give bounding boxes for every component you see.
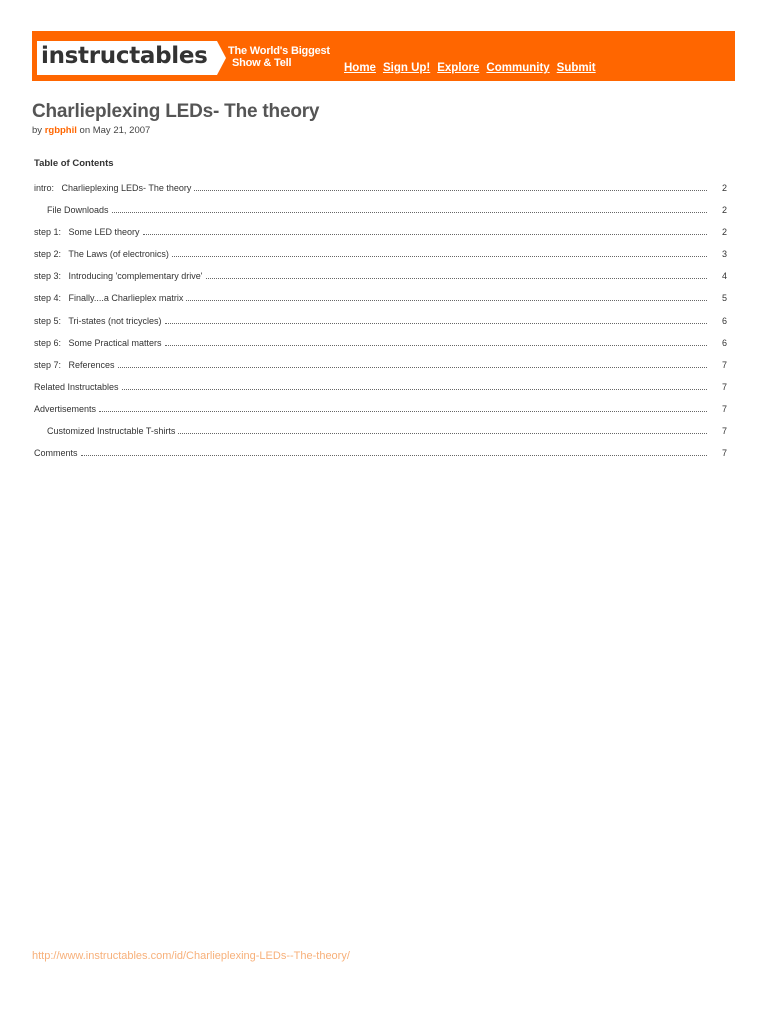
toc-entry-page: 2: [721, 205, 727, 216]
table-of-contents: [34, 182, 727, 469]
publish-date: on May 21, 2007: [79, 125, 151, 136]
main-nav: [344, 61, 596, 75]
toc-dot-leader: [122, 378, 707, 390]
toc-entry-label: step 3: Introducing 'complementary drive': [34, 271, 203, 282]
toc-entry-page: 3: [721, 249, 727, 260]
toc-entry-page: 7: [721, 426, 727, 437]
toc-dot-leader: [99, 400, 707, 412]
byline-prefix: by: [32, 125, 43, 136]
author-link[interactable]: rgbphil: [44, 125, 77, 136]
toc-entry-label: Related Instructables: [34, 381, 119, 392]
toc-dot-leader: [165, 334, 707, 346]
toc-entry[interactable]: [34, 447, 727, 469]
toc-dot-leader: [118, 356, 707, 368]
nav-community-link[interactable]: Community: [486, 62, 550, 74]
logo-arrow: [217, 41, 226, 75]
toc-entry-label: step 7: References: [34, 359, 115, 370]
toc-entry-label: step 5: Tri-states (not tricycles): [34, 315, 162, 326]
toc-entry-page: 6: [721, 315, 727, 326]
nav-explore-link[interactable]: Explore: [437, 62, 480, 74]
toc-dot-leader: [172, 245, 707, 257]
toc-entry-page: 7: [721, 381, 727, 392]
tagline-line-2: Show & Tell: [232, 57, 292, 69]
toc-heading: Table of Contents: [34, 158, 114, 169]
toc-entry-page: 7: [721, 403, 727, 414]
toc-entry-label: Customized Instructable T-shirts: [47, 426, 176, 437]
toc-dot-leader: [194, 179, 707, 191]
toc-dot-leader: [143, 223, 707, 235]
toc-entry-label: step 2: The Laws (of electronics): [34, 249, 169, 260]
toc-entry-label: Advertisements: [34, 403, 97, 414]
tagline: [228, 45, 338, 69]
nav-home-link[interactable]: Home: [344, 62, 376, 74]
toc-entry-page: 4: [721, 271, 727, 282]
toc-entry-label: intro: Charlieplexing LEDs- The theory: [34, 183, 192, 193]
toc-entry-page: 7: [721, 448, 727, 459]
toc-entry-page: 7: [721, 359, 727, 370]
toc-entry-label: step 6: Some Practical matters: [34, 337, 162, 348]
toc-entry-page: 2: [721, 227, 727, 238]
site-logo[interactable]: instructables: [41, 43, 208, 69]
nav-submit-link[interactable]: Submit: [556, 62, 596, 74]
toc-entry-page: 6: [721, 337, 727, 348]
toc-dot-leader: [186, 289, 707, 301]
toc-entry-page: 2: [721, 183, 727, 193]
toc-dot-leader: [112, 201, 707, 213]
page-title: Charlieplexing LEDs- The theory: [32, 101, 320, 122]
header-banner: [32, 31, 735, 81]
toc-dot-leader: [81, 444, 707, 456]
toc-dot-leader: [206, 267, 707, 279]
byline: [32, 125, 150, 137]
toc-entry-label: step 4: Finally....a Charlieplex matrix: [34, 293, 184, 304]
toc-entry-label: step 1: Some LED theory: [34, 227, 140, 238]
toc-entry-page: 5: [721, 293, 727, 304]
footer-url[interactable]: http://www.instructables.com/id/Charlieplexing-LEDs--The-theory/: [32, 950, 350, 962]
toc-entry-label: File Downloads: [47, 205, 109, 216]
toc-dot-leader: [178, 422, 707, 434]
tagline-line-1: The World's Biggest: [228, 45, 330, 57]
nav-signup-link[interactable]: Sign Up!: [382, 62, 431, 74]
toc-dot-leader: [165, 312, 707, 324]
toc-entry-label: Comments: [34, 448, 78, 459]
